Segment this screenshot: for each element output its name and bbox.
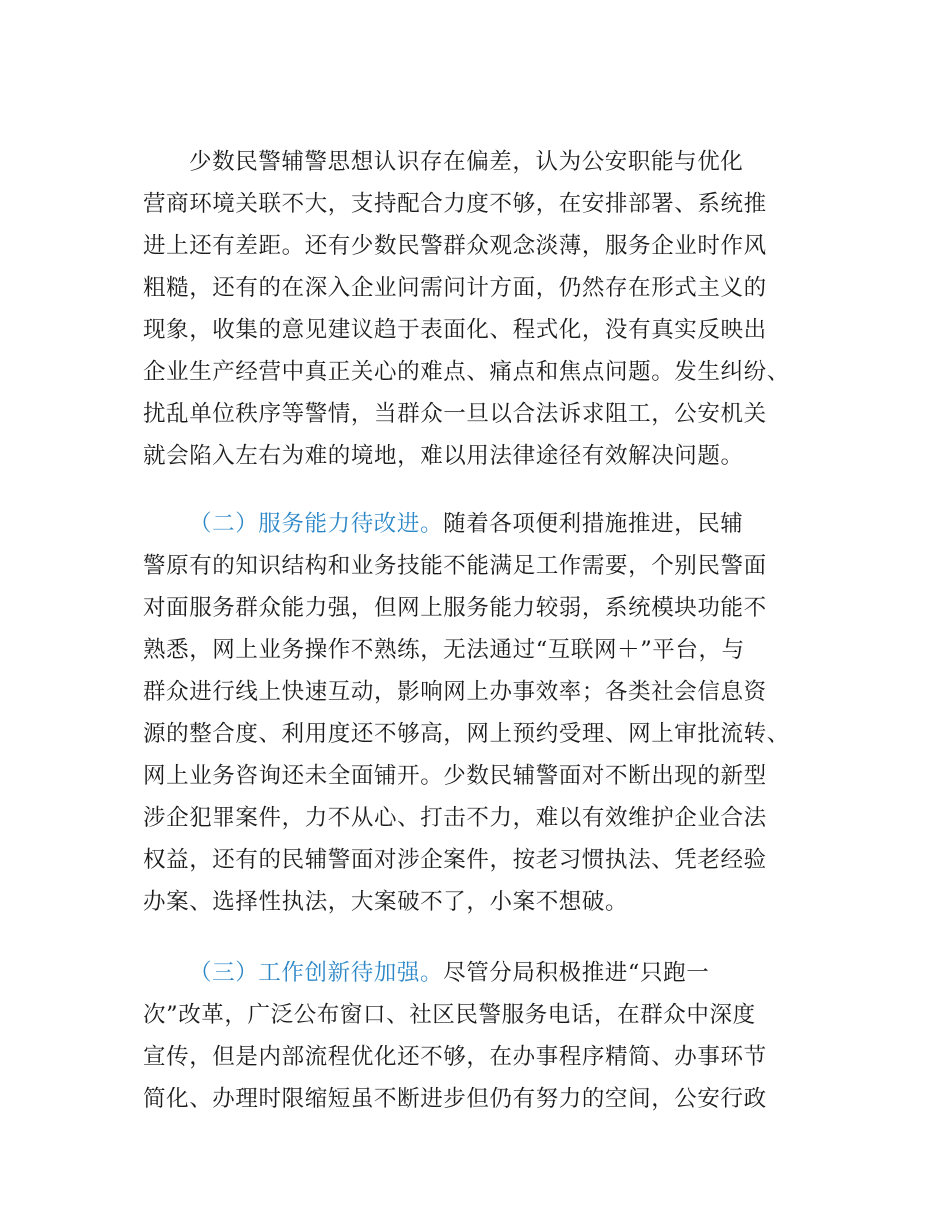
paragraph-line: 源的整合度、利用度还不够高，网上预约受理、网上审批流转、 (143, 721, 790, 747)
paragraph-line: 权益，还有的民辅警面对涉企案件，按老习惯执法、凭老经验 (143, 847, 767, 873)
paragraph-line: 扰乱单位秩序等警情，当群众一旦以合法诉求阻工，公安机关 (143, 401, 767, 427)
paragraph-line: 涉企犯罪案件，力不从心、打击不力，难以有效维护企业合法 (143, 805, 767, 831)
section-heading: （二）服务能力待改进。 (189, 511, 444, 537)
section-heading: （三）工作创新待加强。 (189, 960, 444, 986)
paragraph-line: 就会陷入左右为难的境地，难以用法律途径有效解决问题。 (143, 443, 744, 469)
paragraph-1 (143, 141, 823, 477)
paragraph-text: 随着各项便利措施推进，民辅 (443, 511, 744, 537)
paragraph-line: 少数民警辅警思想认识存在偏差，认为公安职能与优化 (189, 149, 744, 175)
paragraph-line: 次”改革，广泛公布窗口、社区民警服务电话，在群众中深度 (143, 1002, 756, 1028)
paragraph-line: 简化、办理时限缩短虽不断进步但仍有努力的空间，公安行政 (143, 1086, 767, 1112)
paragraph-2 (143, 503, 823, 923)
paragraph-line: 熟悉，网上业务操作不熟练，无法通过“互联网＋”平台，与 (143, 637, 745, 663)
paragraph-first-line (143, 952, 823, 994)
paragraph-line: 现象，收集的意见建议趋于表面化、程式化，没有真实反映出 (143, 317, 767, 343)
paragraph-line: 群众进行线上快速互动，影响网上办事效率；各类社会信息资 (143, 679, 767, 705)
paragraph-line: 办案、选择性执法，大案破不了，小案不想破。 (143, 889, 629, 915)
paragraph-line: 营商环境关联不大，支持配合力度不够，在安排部署、系统推 (143, 191, 767, 217)
paragraph-line: 进上还有差距。还有少数民警群众观念淡薄，服务企业时作风 (143, 233, 767, 259)
paragraph-first-line (143, 503, 823, 545)
paragraph-line: 警原有的知识结构和业务技能不能满足工作需要，个别民警面 (143, 553, 767, 579)
paragraph-text: 尽管分局积极推进“只跑一 (443, 960, 710, 986)
paragraph-line: 宣传，但是内部流程优化还不够，在办事程序精简、办事环节 (143, 1044, 767, 1070)
paragraph-3 (143, 952, 823, 1120)
paragraph-line: 网上业务咨询还未全面铺开。少数民辅警面对不断出现的新型 (143, 763, 767, 789)
paragraph-line: 企业生产经营中真正关心的难点、痛点和焦点问题。发生纠纷、 (143, 359, 790, 385)
paragraph-line: 粗糙，还有的在深入企业问需问计方面，仍然存在形式主义的 (143, 275, 767, 301)
paragraph-line: 对面服务群众能力强，但网上服务能力较弱，系统模块功能不 (143, 595, 767, 621)
